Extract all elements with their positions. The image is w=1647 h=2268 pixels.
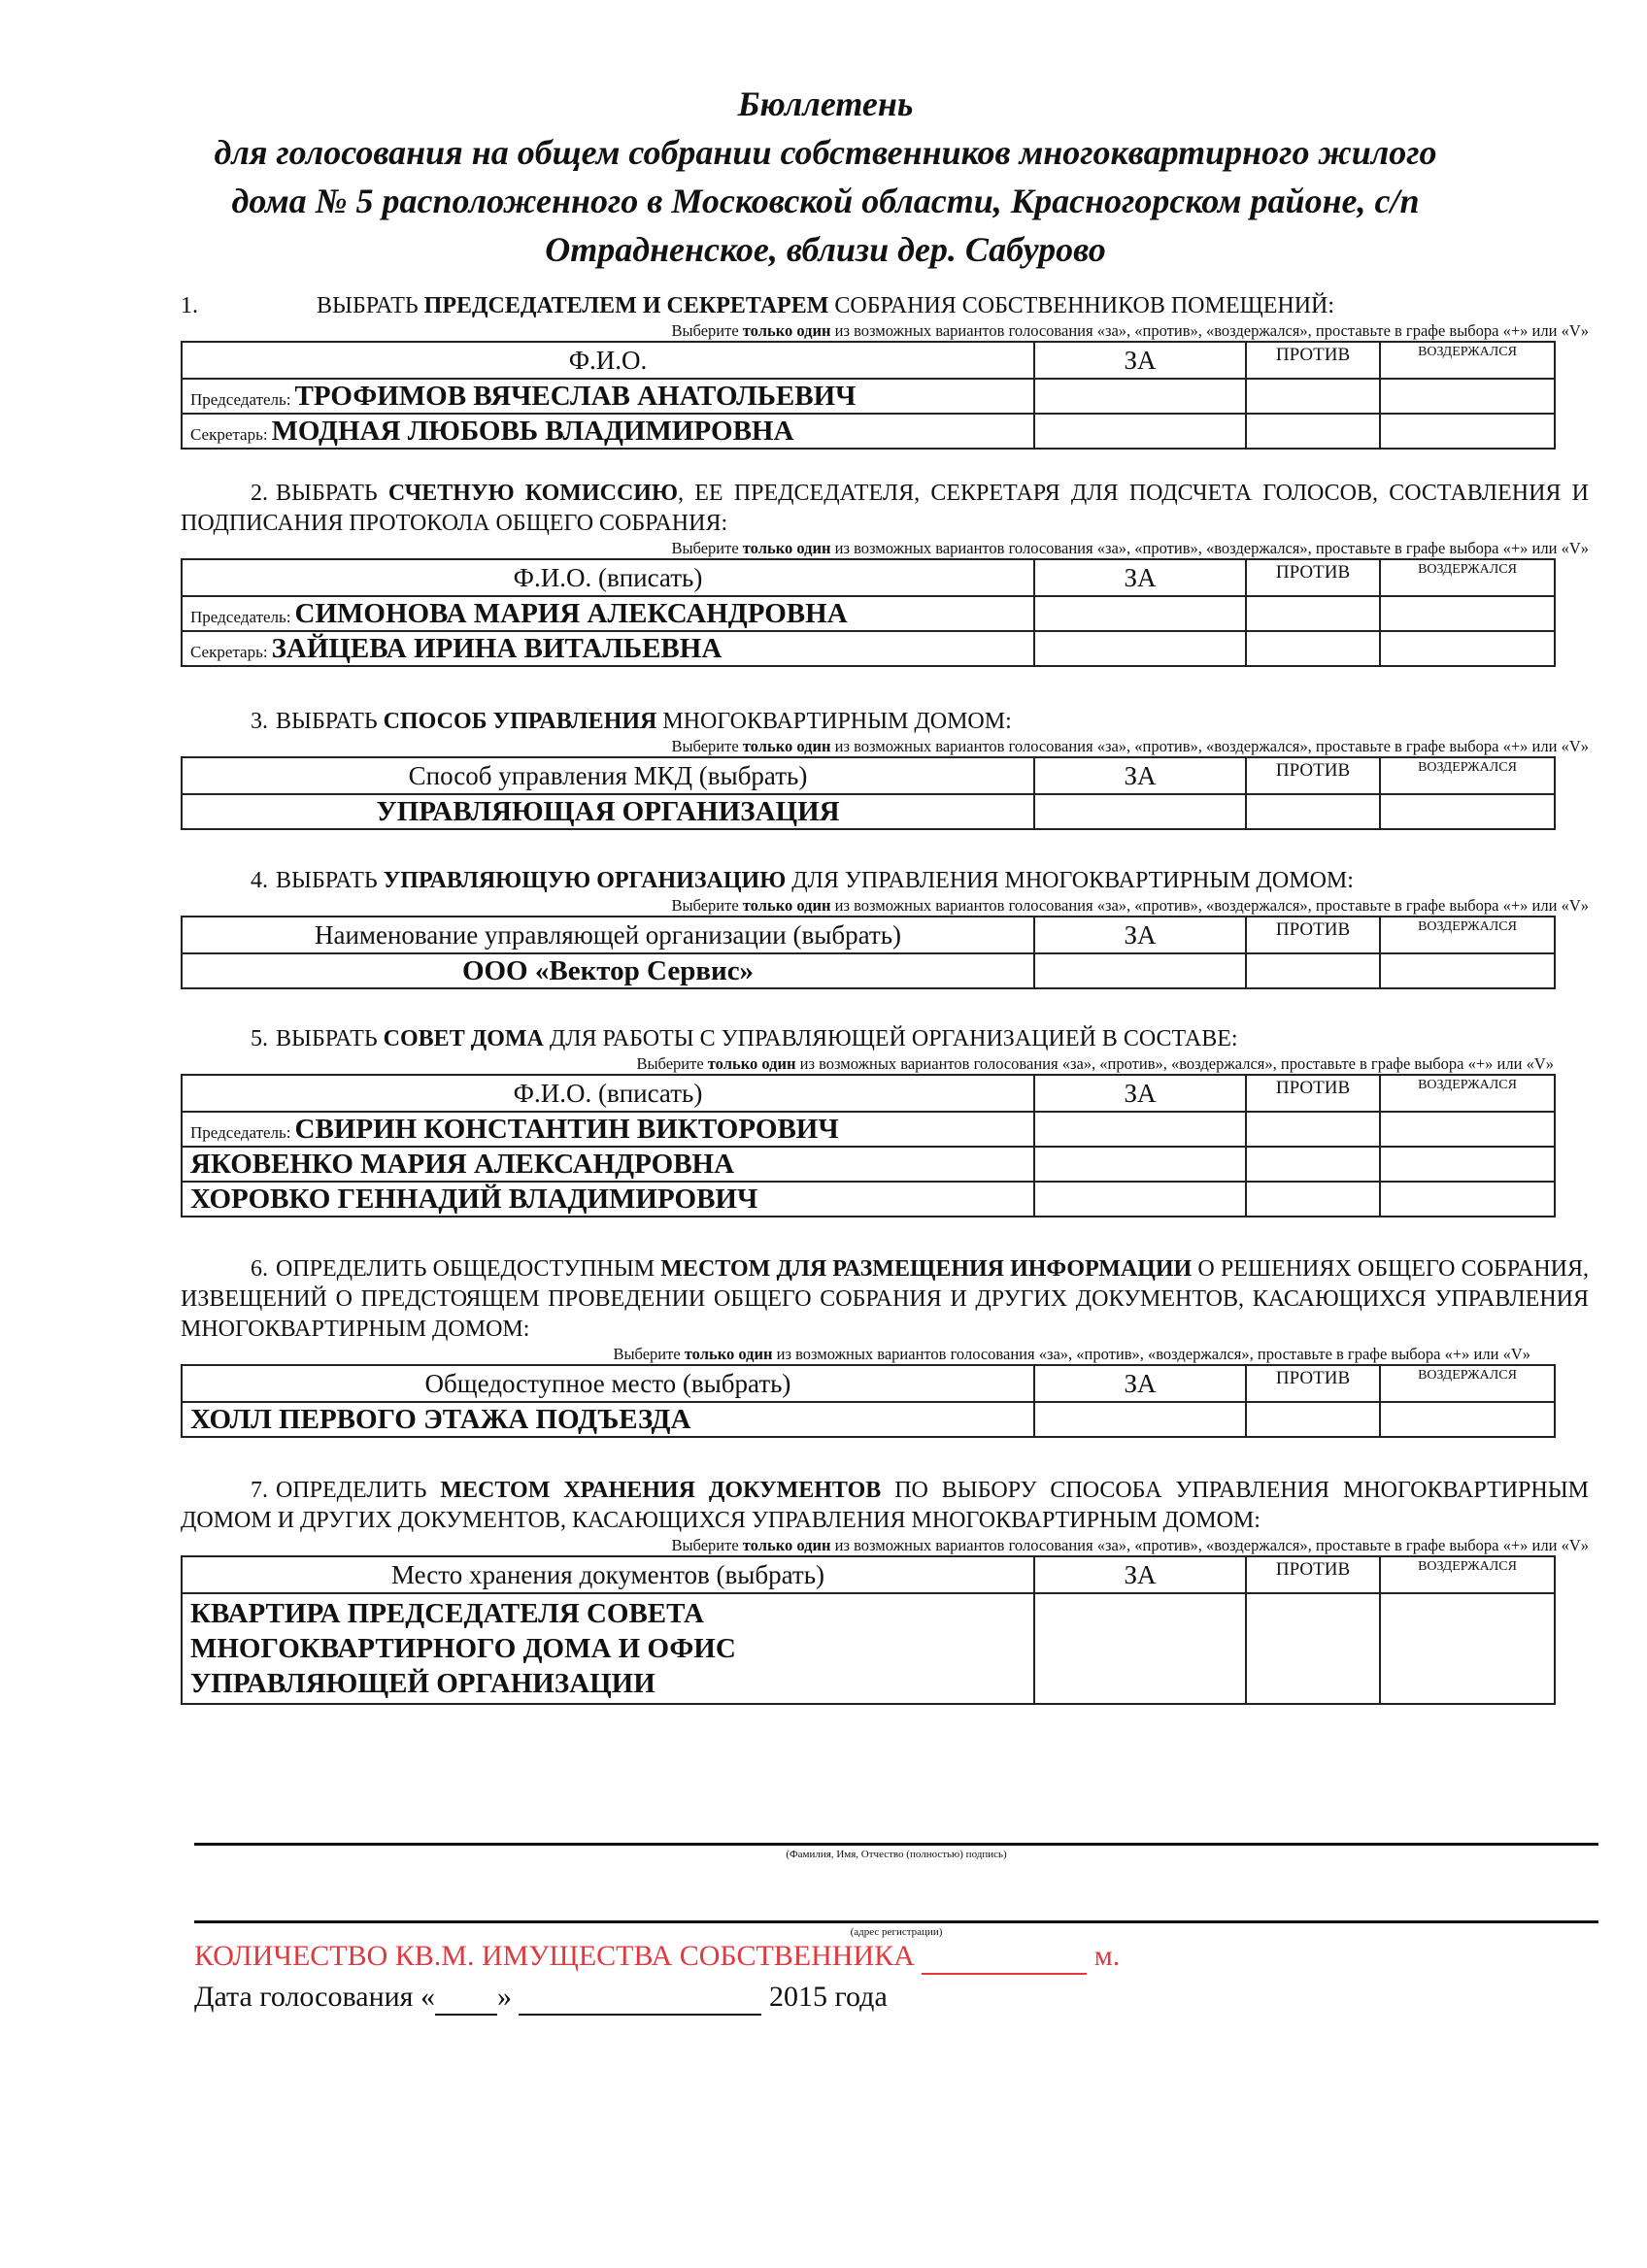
col-name-header: Наименование управляющей организации (выбрать) [182, 917, 1034, 953]
table-row [182, 794, 1555, 829]
question-1-instruction: Выберите только один из возможных вариантов голосования «за», «против», «воздержался», проставьте в графе выбора «+» или «V» [671, 321, 1589, 340]
col-vozd-header: ВОЗДЕРЖАЛСЯ [1380, 1365, 1555, 1402]
col-za-header: ЗА [1034, 1556, 1246, 1593]
owner-area-label: КОЛИЧЕСТВО КВ.М. ИМУЩЕСТВА СОБСТВЕННИКА [194, 1940, 915, 1972]
col-name-header: Общедоступное место (выбрать) [182, 1365, 1034, 1402]
col-za-header: ЗА [1034, 342, 1246, 379]
col-protiv-header: ПРОТИВ [1246, 559, 1380, 596]
question-6-text: 6. ОПРЕДЕЛИТЬ ОБЩЕДОСТУПНЫМ МЕСТОМ ДЛЯ РАЗМЕЩЕНИЯ ИНФОРМАЦИИ О РЕШЕНИЯХ ОБЩЕГО СОБРАНИЯ, ИЗВЕЩЕНИЙ О ПРЕДСТОЯЩЕМ ПРОВЕДЕНИИ ОБЩЕГО СОБРАНИЯ И ДРУГИХ ДОКУМЕНТОВ, КАСАЮЩИХСЯ УПРАВЛЕНИЯ МНОГОКВАРТИРНЫМ ДОМОМ: [181, 1256, 1590, 1342]
question-5-table [181, 1074, 1556, 1217]
question-4-instruction: Выберите только один из возможных вариантов голосования «за», «против», «воздержался», проставьте в графе выбора «+» или «V» [671, 896, 1589, 915]
vote-vozd-cell[interactable] [1380, 1112, 1555, 1147]
table-row [182, 953, 1555, 988]
col-name-header: Ф.И.О. (вписать) [182, 559, 1034, 596]
address-line[interactable] [194, 1920, 1598, 1923]
question-2-text: 2. ВЫБРАТЬ СЧЕТНУЮ КОМИССИЮ, ЕЕ ПРЕДСЕДАТЕЛЯ, СЕКРЕТАРЯ ДЛЯ ПОДСЧЕТА ГОЛОСОВ, СОСТАВЛЕНИЯ И ПОДПИСАНИЯ ПРОТОКОЛА ОБЩЕГО СОБРАНИЯ: [181, 481, 1589, 536]
table-header-row [182, 1556, 1555, 1593]
table-header-row [182, 757, 1555, 794]
vote-vozd-cell[interactable] [1380, 414, 1555, 449]
vote-protiv-cell[interactable] [1246, 1593, 1380, 1704]
col-protiv-header: ПРОТИВ [1246, 1365, 1380, 1402]
candidate-cell: Председатель: ТРОФИМОВ ВЯЧЕСЛАВ АНАТОЛЬЕВИЧ [182, 379, 1034, 414]
owner-area-unit: м. [1093, 1940, 1121, 1972]
col-vozd-header: ВОЗДЕРЖАЛСЯ [1380, 559, 1555, 596]
question-2 [181, 479, 1589, 667]
vote-protiv-cell[interactable] [1246, 953, 1380, 988]
vote-protiv-cell[interactable] [1246, 631, 1380, 666]
question-1-table [181, 341, 1556, 450]
table-row [182, 1147, 1555, 1182]
question-5-text: 5. ВЫБРАТЬ СОВЕТ ДОМА ДЛЯ РАБОТЫ С УПРАВЛЯЮЩЕЙ ОРГАНИЗАЦИЕЙ В СОСТАВЕ: [251, 1026, 1238, 1051]
vote-vozd-cell[interactable] [1380, 596, 1555, 631]
candidate-cell: Секретарь: МОДНАЯ ЛЮБОВЬ ВЛАДИМИРОВНА [182, 414, 1034, 449]
candidate-cell: Председатель: СИМОНОВА МАРИЯ АЛЕКСАНДРОВНА [182, 596, 1034, 631]
col-protiv-header: ПРОТИВ [1246, 917, 1380, 953]
question-3-instruction: Выберите только один из возможных вариантов голосования «за», «против», «воздержался», проставьте в графе выбора «+» или «V» [671, 737, 1589, 755]
question-5-instruction: Выберите только один из возможных вариантов голосования «за», «против», «воздержался», проставьте в графе выбора «+» или «V» [636, 1054, 1554, 1073]
table-row [182, 414, 1555, 449]
table-row [182, 1593, 1555, 1704]
table-row [182, 596, 1555, 631]
table-header-row [182, 1075, 1555, 1112]
col-protiv-header: ПРОТИВ [1246, 342, 1380, 379]
question-6-table [181, 1364, 1556, 1438]
vote-date-month-input[interactable] [519, 1981, 761, 2016]
question-4 [181, 866, 1589, 989]
question-6 [181, 1254, 1589, 1438]
signature-line[interactable] [194, 1843, 1598, 1846]
table-header-row [182, 559, 1555, 596]
signature-caption: (Фамилия, Имя, Отчество (полностью) подпись) [786, 1849, 1007, 1860]
question-1-text: 1. ВЫБРАТЬ ПРЕДСЕДАТЕЛЕМ И СЕКРЕТАРЕМ СОБРАНИЯ СОБСТВЕННИКОВ ПОМЕЩЕНИЙ: [181, 293, 1335, 318]
col-name-header: Место хранения документов (выбрать) [182, 1556, 1034, 1593]
question-3-text: 3. ВЫБРАТЬ СПОСОБ УПРАВЛЕНИЯ МНОГОКВАРТИРНЫМ ДОМОМ: [251, 709, 1012, 734]
option-cell: УПРАВЛЯЮЩАЯ ОРГАНИЗАЦИЯ [182, 794, 1034, 829]
vote-protiv-cell[interactable] [1246, 794, 1380, 829]
vote-protiv-cell[interactable] [1246, 1112, 1380, 1147]
col-name-header: Ф.И.О. [182, 342, 1034, 379]
question-2-instruction: Выберите только один из возможных вариантов голосования «за», «против», «воздержался», проставьте в графе выбора «+» или «V» [671, 539, 1589, 557]
table-header-row [182, 1365, 1555, 1402]
candidate-cell: ХОРОВКО ГЕННАДИЙ ВЛАДИМИРОВИЧ [182, 1182, 1034, 1217]
col-za-header: ЗА [1034, 1365, 1246, 1402]
candidate-cell: Секретарь: ЗАЙЦЕВА ИРИНА ВИТАЛЬЕВНА [182, 631, 1034, 666]
col-za-header: ЗА [1034, 757, 1246, 794]
vote-vozd-cell[interactable] [1380, 794, 1555, 829]
vote-za-cell[interactable] [1034, 953, 1246, 988]
question-4-table [181, 916, 1556, 989]
table-row [182, 1112, 1555, 1147]
candidate-cell: ЯКОВЕНКО МАРИЯ АЛЕКСАНДРОВНА [182, 1147, 1034, 1182]
vote-protiv-cell[interactable] [1246, 1402, 1380, 1437]
question-7-text: 7. ОПРЕДЕЛИТЬ МЕСТОМ ХРАНЕНИЯ ДОКУМЕНТОВ ПО ВЫБОРУ СПОСОБА УПРАВЛЕНИЯ МНОГОКВАРТИРНЫМ ДОМОМ И ДРУГИХ ДОКУМЕНТОВ, КАСАЮЩИХСЯ УПРАВЛЕНИЯ МНОГОКВАРТИРНЫМ ДОМОМ: [181, 1478, 1590, 1533]
owner-area-line [194, 1940, 1120, 1975]
vote-date-line: Дата голосования « » 2015 года [194, 1981, 888, 2016]
vote-protiv-cell[interactable] [1246, 379, 1380, 414]
question-1 [181, 291, 1589, 450]
candidate-cell: Председатель: СВИРИН КОНСТАНТИН ВИКТОРОВИЧ [182, 1112, 1034, 1147]
title-subtitle: для голосования на общем собрании собственников многоквартирного жилого дома № 5 расположенного в Московской области, Красногорском районе, с/п Отрадненское, вблизи дер. Сабурово [214, 133, 1437, 269]
vote-za-cell[interactable] [1034, 1402, 1246, 1437]
vote-vozd-cell[interactable] [1380, 379, 1555, 414]
question-2-table [181, 558, 1556, 667]
col-za-header: ЗА [1034, 917, 1246, 953]
vote-za-cell[interactable] [1034, 1593, 1246, 1704]
address-caption: (адрес регистрации) [850, 1926, 943, 1938]
col-protiv-header: ПРОТИВ [1246, 1556, 1380, 1593]
col-protiv-header: ПРОТИВ [1246, 757, 1380, 794]
vote-za-cell[interactable] [1034, 1147, 1246, 1182]
table-header-row [182, 342, 1555, 379]
vote-vozd-cell[interactable] [1380, 1147, 1555, 1182]
vote-date-label: Дата голосования « [194, 1981, 435, 2013]
vote-vozd-cell[interactable] [1380, 1593, 1555, 1704]
vote-za-cell[interactable] [1034, 596, 1246, 631]
question-6-instruction: Выберите только один из возможных вариантов голосования «за», «против», «воздержался», проставьте в графе выбора «+» или «V» [613, 1345, 1530, 1363]
option-cell: ХОЛЛ ПЕРВОГО ЭТАЖА ПОДЪЕЗДА [182, 1402, 1034, 1437]
question-3 [181, 707, 1589, 830]
vote-date-year: 2015 года [768, 1981, 888, 2013]
vote-vozd-cell[interactable] [1380, 953, 1555, 988]
ballot-title [194, 80, 1457, 274]
col-vozd-header: ВОЗДЕРЖАЛСЯ [1380, 917, 1555, 953]
vote-date-day-input[interactable] [435, 1981, 497, 2016]
col-name-header: Способ управления МКД (выбрать) [182, 757, 1034, 794]
table-row [182, 631, 1555, 666]
col-vozd-header: ВОЗДЕРЖАЛСЯ [1380, 1075, 1555, 1112]
question-4-text: 4. ВЫБРАТЬ УПРАВЛЯЮЩУЮ ОРГАНИЗАЦИЮ ДЛЯ УПРАВЛЕНИЯ МНОГОКВАРТИРНЫМ ДОМОМ: [251, 868, 1354, 893]
option-cell: КВАРТИРА ПРЕДСЕДАТЕЛЯ СОВЕТА МНОГОКВАРТИРНОГО ДОМА И ОФИС УПРАВЛЯЮЩЕЙ ОРГАНИЗАЦИИ [182, 1593, 1034, 1704]
vote-za-cell[interactable] [1034, 794, 1246, 829]
table-row [182, 1182, 1555, 1217]
vote-vozd-cell[interactable] [1380, 1182, 1555, 1217]
col-name-header: Ф.И.О. (вписать) [182, 1075, 1034, 1112]
col-za-header: ЗА [1034, 1075, 1246, 1112]
question-7-instruction: Выберите только один из возможных вариантов голосования «за», «против», «воздержался», проставьте в графе выбора «+» или «V» [671, 1536, 1589, 1554]
table-header-row [182, 917, 1555, 953]
col-vozd-header: ВОЗДЕРЖАЛСЯ [1380, 757, 1555, 794]
question-7 [181, 1476, 1589, 1705]
vote-protiv-cell[interactable] [1246, 1147, 1380, 1182]
vote-protiv-cell[interactable] [1246, 414, 1380, 449]
table-row [182, 1402, 1555, 1437]
vote-za-cell[interactable] [1034, 1112, 1246, 1147]
vote-za-cell[interactable] [1034, 1182, 1246, 1217]
vote-vozd-cell[interactable] [1380, 631, 1555, 666]
vote-protiv-cell[interactable] [1246, 596, 1380, 631]
col-protiv-header: ПРОТИВ [1246, 1075, 1380, 1112]
vote-vozd-cell[interactable] [1380, 1402, 1555, 1437]
vote-protiv-cell[interactable] [1246, 1182, 1380, 1217]
vote-za-cell[interactable] [1034, 414, 1246, 449]
question-3-table [181, 756, 1556, 830]
option-cell: ООО «Вектор Сервис» [182, 953, 1034, 988]
title-main: Бюллетень [737, 84, 914, 123]
vote-za-cell[interactable] [1034, 379, 1246, 414]
table-row [182, 379, 1555, 414]
vote-za-cell[interactable] [1034, 631, 1246, 666]
col-vozd-header: ВОЗДЕРЖАЛСЯ [1380, 342, 1555, 379]
col-za-header: ЗА [1034, 559, 1246, 596]
question-5 [181, 1024, 1589, 1217]
question-7-table [181, 1555, 1556, 1705]
owner-area-input[interactable] [922, 1940, 1087, 1975]
col-vozd-header: ВОЗДЕРЖАЛСЯ [1380, 1556, 1555, 1593]
